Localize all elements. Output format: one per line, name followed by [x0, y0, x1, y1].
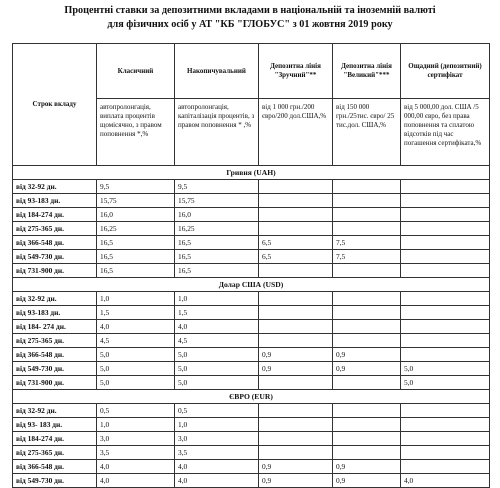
rate-cell: 1,5	[97, 306, 175, 320]
section-title: Долар США (USD)	[13, 278, 490, 292]
rate-cell: 0,9	[333, 460, 401, 474]
section-title: ЄВРО (EUR)	[13, 390, 490, 404]
table-row	[13, 446, 490, 460]
rate-cell: 4,0	[175, 460, 259, 474]
title-line-1: Процентні ставки за депозитними вкладами в національній та іноземній валюті	[64, 5, 436, 16]
rate-cell: 4,0	[97, 320, 175, 334]
rate-cell	[333, 306, 401, 320]
rate-cell	[333, 292, 401, 306]
rate-cell	[401, 432, 490, 446]
term-cell: від 366-548 дн.	[13, 460, 97, 474]
header-desc-accumulative: автопролонгація, капіталізація процентів, з правом поповнення * ,%	[175, 99, 259, 166]
rate-cell: 16,5	[175, 236, 259, 250]
rate-cell	[401, 250, 490, 264]
rate-cell: 5,0	[97, 362, 175, 376]
rate-cell	[259, 208, 333, 222]
rate-cell: 4,5	[175, 334, 259, 348]
term-cell: від 731-900 дн.	[13, 264, 97, 278]
rate-cell	[333, 194, 401, 208]
rate-cell: 0,9	[259, 474, 333, 488]
rate-cell	[401, 194, 490, 208]
table-row	[13, 418, 490, 432]
rate-cell	[401, 292, 490, 306]
rate-cell	[333, 404, 401, 418]
rate-cell	[333, 208, 401, 222]
rate-cell	[333, 222, 401, 236]
rate-cell	[401, 334, 490, 348]
rate-cell	[259, 432, 333, 446]
section-header-row	[13, 390, 490, 404]
rate-cell	[259, 222, 333, 236]
rate-cell: 0,9	[259, 460, 333, 474]
table-row	[13, 250, 490, 264]
table-row	[13, 460, 490, 474]
rate-cell	[259, 446, 333, 460]
rate-cell: 0,9	[333, 474, 401, 488]
rate-cell	[401, 446, 490, 460]
term-cell: від 275-365 дн.	[13, 334, 97, 348]
rate-cell: 3,0	[97, 432, 175, 446]
rate-cell	[401, 180, 490, 194]
table-row	[13, 264, 490, 278]
rate-cell: 9,5	[175, 180, 259, 194]
term-cell: від 184- 274 дн.	[13, 320, 97, 334]
rate-cell	[401, 264, 490, 278]
rate-cell	[259, 334, 333, 348]
rate-cell: 0,9	[333, 348, 401, 362]
term-cell: від 32-92 дн.	[13, 404, 97, 418]
rate-cell: 1,5	[175, 306, 259, 320]
rate-cell: 5,0	[401, 376, 490, 390]
table-row	[13, 432, 490, 446]
header-desc-velykyi: від 150 000 грн./25тис. євро/ 25 тис.дол. США,%	[333, 99, 401, 166]
rate-cell: 15,75	[97, 194, 175, 208]
rate-cell	[259, 194, 333, 208]
rate-cell: 0,9	[259, 362, 333, 376]
term-cell: від 275-365 дн.	[13, 446, 97, 460]
table-row	[13, 376, 490, 390]
table-row	[13, 348, 490, 362]
rate-cell: 4,0	[175, 320, 259, 334]
header-col-zruchnyi: Депозитна лінія "Зручний"**	[259, 44, 333, 99]
table-row	[13, 362, 490, 376]
rate-cell	[333, 320, 401, 334]
table-row	[13, 222, 490, 236]
term-cell: від 93-183 дн.	[13, 194, 97, 208]
table-row	[13, 334, 490, 348]
rate-cell	[401, 418, 490, 432]
rate-cell	[259, 320, 333, 334]
term-cell: від 366-548 дн.	[13, 236, 97, 250]
rate-cell	[333, 264, 401, 278]
rate-cell: 16,5	[97, 250, 175, 264]
header-period: Строк вкладу	[13, 44, 97, 166]
section-header-row	[13, 166, 490, 180]
rate-cell: 6,5	[259, 250, 333, 264]
term-cell: від 184-274 дн.	[13, 432, 97, 446]
rate-cell: 5,0	[97, 348, 175, 362]
header-col-accumulative: Накопичувальний	[175, 44, 259, 99]
rate-cell: 1,0	[175, 418, 259, 432]
section-title: Гривня (UAH)	[13, 166, 490, 180]
header-row-names	[13, 44, 490, 99]
rate-cell	[333, 334, 401, 348]
rate-cell: 16,25	[175, 222, 259, 236]
rate-cell: 5,0	[175, 348, 259, 362]
rate-cell	[401, 460, 490, 474]
rate-cell	[259, 376, 333, 390]
rate-cell: 0,5	[97, 404, 175, 418]
rate-cell: 1,0	[97, 418, 175, 432]
rate-cell: 7,5	[333, 236, 401, 250]
rate-cell	[259, 180, 333, 194]
term-cell: від 32-92 дн.	[13, 292, 97, 306]
rate-cell: 16,5	[175, 250, 259, 264]
rate-cell	[333, 418, 401, 432]
rate-cell: 3,5	[97, 446, 175, 460]
header-desc-certificate: від 5 000,00 дол. США /5 000,00 євро, без права поповнення та сплатою відсотків під час погашення сертифіката,%	[401, 99, 490, 166]
term-cell: від 366-548 дн.	[13, 348, 97, 362]
rate-cell: 4,0	[175, 474, 259, 488]
term-cell: від 549-730 дн.	[13, 250, 97, 264]
rate-cell: 16,5	[97, 236, 175, 250]
table-row	[13, 180, 490, 194]
rates-table-body	[13, 44, 490, 488]
rates-table	[12, 43, 490, 488]
rate-cell	[259, 306, 333, 320]
rate-cell: 3,5	[175, 446, 259, 460]
rate-cell: 4,0	[97, 460, 175, 474]
table-row	[13, 474, 490, 488]
rate-cell: 15,75	[175, 194, 259, 208]
term-cell: від 731-900 дн.	[13, 376, 97, 390]
title-line-2: для фізичних осіб у АТ "КБ "ГЛОБУС" з 01 жовтня 2019 року	[107, 19, 393, 30]
table-row	[13, 236, 490, 250]
rate-cell: 0,9	[259, 348, 333, 362]
rate-cell: 3,0	[175, 432, 259, 446]
rate-cell: 5,0	[401, 362, 490, 376]
rate-cell: 4,5	[97, 334, 175, 348]
rate-cell: 7,5	[333, 250, 401, 264]
rate-cell	[401, 236, 490, 250]
rate-cell: 4,0	[97, 474, 175, 488]
rate-cell	[333, 432, 401, 446]
rate-cell	[259, 418, 333, 432]
rate-cell: 5,0	[97, 376, 175, 390]
rate-cell	[333, 446, 401, 460]
rate-cell: 4,0	[401, 474, 490, 488]
rate-cell	[401, 306, 490, 320]
table-row	[13, 320, 490, 334]
rate-cell: 0,5	[175, 404, 259, 418]
table-row	[13, 194, 490, 208]
rate-cell: 16,25	[97, 222, 175, 236]
rate-cell	[333, 180, 401, 194]
rate-cell: 6,5	[259, 236, 333, 250]
table-row	[13, 208, 490, 222]
table-row	[13, 404, 490, 418]
rate-cell: 16,5	[97, 264, 175, 278]
rate-cell	[401, 222, 490, 236]
rate-cell	[401, 404, 490, 418]
table-row	[13, 306, 490, 320]
rate-cell: 5,0	[175, 362, 259, 376]
rate-cell	[259, 264, 333, 278]
rate-cell	[401, 348, 490, 362]
document-title	[0, 4, 500, 32]
term-cell: від 32-92 дн.	[13, 180, 97, 194]
rate-cell: 5,0	[175, 376, 259, 390]
term-cell: від 184-274 дн.	[13, 208, 97, 222]
header-col-classic: Класичний	[97, 44, 175, 99]
rate-cell	[259, 404, 333, 418]
term-cell: від 549-730 дн.	[13, 362, 97, 376]
rate-cell: 16,0	[97, 208, 175, 222]
table-row	[13, 292, 490, 306]
term-cell: від 93-183 дн.	[13, 306, 97, 320]
rate-cell	[401, 320, 490, 334]
header-col-certificate: Ощадний (депозитний) сертифікат	[401, 44, 490, 99]
section-header-row	[13, 278, 490, 292]
rate-cell: 9,5	[97, 180, 175, 194]
rate-cell	[401, 208, 490, 222]
header-desc-classic: автопролонгація, виплата процентів щомісячно, з правом поповнення *,%	[97, 99, 175, 166]
rate-cell	[333, 376, 401, 390]
rate-cell	[259, 292, 333, 306]
term-cell: від 93- 183 дн.	[13, 418, 97, 432]
rate-cell: 1,0	[175, 292, 259, 306]
header-desc-zruchnyi: від 1 000 грн./200 євро/200 дол.США,%	[259, 99, 333, 166]
header-col-velykyi: Депозитна лінія "Великий"***	[333, 44, 401, 99]
term-cell: від 549-730 дн.	[13, 474, 97, 488]
rate-cell: 0,9	[333, 362, 401, 376]
rate-cell: 1,0	[97, 292, 175, 306]
rate-cell: 16,5	[175, 264, 259, 278]
rate-cell: 16,0	[175, 208, 259, 222]
term-cell: від 275-365 дн.	[13, 222, 97, 236]
